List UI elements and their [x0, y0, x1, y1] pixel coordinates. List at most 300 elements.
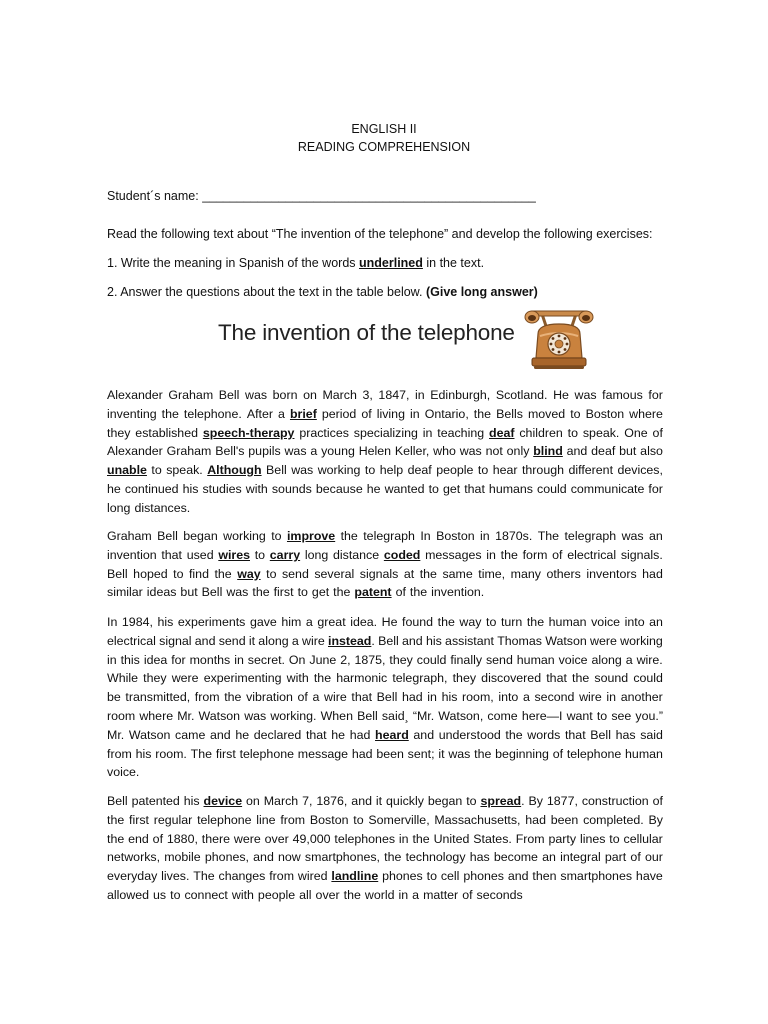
word: a [305, 615, 313, 629]
word: had [401, 690, 423, 705]
word: continued [124, 481, 179, 496]
word: first [215, 746, 236, 761]
word: a [278, 406, 285, 421]
paragraph-line [107, 792, 663, 811]
word: was [291, 463, 314, 478]
word [107, 461, 147, 480]
word: he [107, 481, 121, 496]
word: said [640, 727, 663, 742]
word: telephone [239, 746, 294, 761]
word: could [416, 652, 447, 667]
word: telegraph [564, 529, 617, 543]
word: 2, [340, 652, 351, 667]
word: also [640, 444, 663, 459]
word: 49,000 [292, 831, 331, 846]
word: Alexander [107, 444, 163, 459]
word: an [649, 615, 663, 629]
word: then [532, 869, 557, 884]
paragraph-line [107, 613, 663, 632]
word: send [485, 652, 513, 667]
word: was [245, 388, 268, 402]
word: signal [159, 633, 192, 648]
word: 1880, [166, 831, 198, 846]
word: Bell [218, 388, 240, 402]
word: moved [527, 406, 566, 421]
student-name-field: Student´s name: ________________________________________________ [107, 189, 536, 203]
word: Graham [168, 388, 214, 402]
word: have [635, 869, 663, 884]
word: One [624, 425, 648, 440]
word: different [568, 463, 614, 478]
word: in [410, 406, 420, 421]
word: discovered [481, 671, 542, 686]
word: Scotland. [495, 388, 548, 402]
word: human [516, 652, 555, 667]
word: 1875, [354, 652, 386, 667]
word: into [624, 615, 645, 629]
word: were [233, 831, 261, 846]
word: for [171, 652, 186, 667]
word: The [193, 869, 215, 884]
word: Watson [545, 633, 587, 648]
word: the [224, 690, 242, 705]
word: used [186, 547, 214, 562]
instruction-item-1 [107, 256, 484, 270]
word: the [409, 585, 428, 600]
word: in [422, 425, 433, 440]
paragraph-line [107, 669, 663, 688]
word: In [420, 529, 431, 543]
word: studies [202, 481, 242, 496]
word: the [214, 566, 232, 581]
word: in [427, 690, 437, 705]
word: in [234, 652, 244, 667]
word: speak. [166, 463, 203, 478]
word: only [506, 444, 530, 459]
word: and [507, 869, 529, 884]
word: patented [131, 794, 180, 808]
word: a [312, 690, 320, 705]
word: it [248, 633, 256, 648]
word: pupils [248, 444, 281, 459]
word: He [553, 388, 569, 402]
word: and [351, 794, 372, 808]
word: people [257, 887, 296, 902]
word [533, 442, 563, 461]
word: March [322, 388, 357, 402]
word: his [425, 633, 442, 648]
word: a [291, 633, 299, 648]
word: he [331, 727, 346, 742]
word: the [333, 585, 351, 600]
word: several [314, 566, 355, 581]
word: Bell [378, 633, 399, 648]
paragraph-line [107, 546, 663, 565]
word: assistant [445, 633, 494, 648]
word: Bell [357, 708, 378, 723]
instruction-1-text-end: in the text. [422, 256, 485, 270]
word: form [522, 547, 548, 562]
paragraph-line [107, 632, 663, 651]
word: smartphones, [304, 850, 380, 865]
word: was [459, 444, 482, 459]
word: working [620, 633, 663, 648]
word: phones [463, 869, 504, 884]
word: an [542, 850, 556, 865]
word: that [564, 727, 586, 742]
word: hear [492, 463, 518, 478]
word: seconds [476, 887, 523, 902]
word: in [398, 887, 409, 902]
word: gave [249, 615, 277, 629]
word: and [194, 633, 216, 648]
word: to [364, 463, 376, 478]
word: began [427, 794, 463, 808]
word: others [546, 566, 581, 581]
word: wire. [636, 652, 663, 667]
word: June [309, 652, 337, 667]
word: born [272, 388, 298, 402]
word: been [376, 746, 404, 761]
word: over [315, 887, 340, 902]
underlined-vocabulary-word: Although [207, 463, 262, 478]
word: 1984, [121, 615, 153, 629]
word: distance [332, 547, 380, 562]
underlined-vocabulary-word: coded [383, 547, 421, 562]
word: has [469, 850, 490, 865]
word: a [522, 690, 530, 705]
word: over [264, 831, 289, 846]
word: wired [297, 869, 328, 884]
word: telephone [566, 746, 622, 761]
word: here—I [521, 708, 563, 723]
word: Boston [436, 529, 475, 543]
worksheet-subject: READING COMPREHENSION [297, 140, 471, 154]
word: has [615, 727, 636, 742]
word: not [485, 444, 503, 459]
word: practices [299, 425, 349, 440]
word: a [412, 887, 420, 902]
paragraph-line [107, 886, 663, 905]
word: the [473, 406, 492, 421]
word: could [633, 671, 663, 686]
word: Bell [201, 585, 223, 600]
word: United [433, 831, 470, 846]
word: living [376, 406, 405, 421]
word: wire [302, 633, 325, 648]
word: the [313, 671, 332, 686]
word: to [570, 406, 581, 421]
underlined-vocabulary-word: deaf [489, 425, 515, 440]
word [290, 405, 317, 424]
word: children [519, 425, 563, 440]
paragraph-line [107, 565, 663, 584]
word: to [609, 831, 620, 846]
paragraph-line [107, 442, 663, 461]
paragraph-line [107, 848, 663, 867]
word: March [263, 794, 299, 808]
paragraph-line [107, 688, 663, 707]
word: second [534, 690, 575, 705]
word: of [552, 547, 563, 562]
word: cellular [623, 831, 663, 846]
word: the [107, 831, 125, 846]
underlined-vocabulary-word: instead [328, 633, 372, 648]
paragraph-line [107, 830, 663, 849]
word: people [436, 463, 474, 478]
word: all [299, 887, 312, 902]
word: the [526, 615, 545, 629]
word: was [574, 388, 597, 402]
word: in [398, 831, 409, 846]
word: where [629, 406, 663, 421]
word: turn [500, 615, 523, 629]
word: Graham [166, 444, 212, 459]
word: and [402, 633, 423, 648]
underlined-vocabulary-word: patent [354, 585, 392, 600]
word: “Mr. [412, 708, 435, 723]
word: vibration [246, 690, 293, 705]
word: room [107, 708, 136, 723]
word: phones, [204, 850, 249, 865]
word: 1876, [316, 794, 348, 808]
word: working. [270, 708, 317, 723]
paragraph-line [107, 867, 663, 886]
instruction-2-text: 2. Answer the questions about the text in the table below. [107, 285, 426, 299]
word: Boston [585, 406, 625, 421]
word: Alexander [107, 388, 163, 402]
word: Watson [198, 708, 241, 723]
word: the [500, 547, 518, 562]
word: long [304, 547, 329, 562]
word: to [266, 566, 277, 581]
word: to [428, 481, 439, 496]
word: of [552, 746, 564, 761]
word: Bell [376, 690, 398, 705]
word: On [288, 652, 306, 667]
word: wanted [384, 481, 425, 496]
word: allowed [107, 887, 150, 902]
word: electrical [567, 547, 617, 562]
word: been [550, 812, 579, 827]
word: many [510, 566, 541, 581]
word: wire [579, 690, 602, 705]
word: a [310, 444, 318, 459]
word: with [245, 481, 268, 496]
word: distances. [134, 500, 191, 515]
word: After [246, 406, 273, 421]
word: to [477, 463, 489, 478]
word: was [448, 746, 471, 761]
word: they [389, 652, 413, 667]
word: words [527, 727, 561, 742]
word: who [433, 444, 456, 459]
paragraph-line [107, 424, 663, 443]
word: of [652, 794, 663, 808]
word: inventing [107, 406, 157, 421]
word: the [343, 887, 361, 902]
word: it [375, 794, 383, 808]
word: From [515, 831, 545, 846]
word: Bell [266, 463, 287, 478]
underlined-vocabulary-word: device [203, 794, 243, 808]
word [207, 461, 261, 480]
word: Thomas [497, 633, 542, 648]
word [204, 792, 243, 811]
word: transmitted, [125, 690, 191, 705]
word [331, 867, 378, 886]
word: inventors [586, 566, 637, 581]
word: for [648, 481, 663, 496]
paragraph-line [107, 726, 663, 745]
word: come [487, 708, 518, 723]
word: send [281, 566, 309, 581]
word: his [157, 615, 174, 629]
word: 3, [362, 388, 373, 402]
underlined-vocabulary-word: improve [286, 529, 336, 543]
word: When [320, 708, 353, 723]
instruction-1-text: 1. Write the meaning in Spanish of the words [107, 256, 359, 270]
word: and [413, 727, 435, 742]
word: through [521, 463, 564, 478]
word: because [315, 481, 363, 496]
word: Somerville, [368, 812, 430, 827]
word: instead. [328, 633, 375, 648]
paragraph-line [107, 405, 663, 424]
word: now [278, 850, 301, 865]
word: hoped [133, 566, 168, 581]
word: smartphones [560, 869, 633, 884]
paragraph-line [107, 745, 663, 764]
underlined-vocabulary-word: way [237, 566, 261, 581]
word: want [566, 708, 593, 723]
word: working [317, 463, 361, 478]
word: they [452, 671, 477, 686]
word: While [107, 671, 138, 686]
word: you.” [635, 708, 663, 723]
word: time, [478, 566, 506, 581]
word: room, [462, 690, 494, 705]
word: the [384, 850, 402, 865]
word: established [135, 425, 198, 440]
word: room. [155, 746, 187, 761]
word: the [474, 746, 492, 761]
word: the [505, 727, 523, 742]
word: began [183, 529, 218, 543]
worksheet-header [0, 120, 768, 156]
word: devices, [617, 463, 663, 478]
word: By [528, 794, 543, 808]
word: networks, [107, 850, 161, 865]
word: were [590, 633, 617, 648]
word: signals. [620, 547, 663, 562]
word: integral [560, 850, 601, 865]
word: in [415, 388, 425, 402]
word: telegraph [363, 529, 415, 543]
word: help [379, 463, 404, 478]
word: harmonic [336, 671, 388, 686]
word: to [466, 794, 477, 808]
paragraph-line [107, 651, 663, 670]
word: of [462, 887, 473, 902]
word: voice [591, 615, 621, 629]
instruction-1-keyword: underlined [359, 256, 423, 270]
word: phones [382, 869, 423, 884]
word: The [190, 746, 213, 761]
word: experimenting [203, 671, 282, 686]
word: from [280, 812, 306, 827]
word: from [107, 746, 132, 761]
word: along [591, 652, 622, 667]
word: understood [438, 727, 501, 742]
word: sound [594, 671, 629, 686]
word: Ontario, [424, 406, 469, 421]
paragraph-line [107, 386, 663, 405]
word: Graham [107, 529, 152, 543]
paragraph-line [107, 583, 663, 602]
word: communicate [570, 481, 645, 496]
word: completed. [583, 812, 644, 827]
word: from [269, 869, 295, 884]
word: to [254, 547, 266, 562]
word: he [235, 727, 250, 742]
word: line [256, 812, 276, 827]
word: send [218, 633, 246, 648]
word: in [606, 690, 617, 705]
word: the [419, 566, 437, 581]
word: had [642, 566, 663, 581]
instruction-item-2 [107, 285, 538, 299]
word: his [441, 690, 458, 705]
word: to [353, 812, 364, 827]
word [287, 527, 335, 546]
word: his [183, 794, 200, 808]
word: same [442, 566, 473, 581]
word: beginning [495, 746, 549, 761]
paragraph-line [107, 763, 663, 782]
word: that [161, 547, 182, 562]
word: In [107, 615, 118, 629]
word: the [340, 529, 358, 543]
word: period [321, 406, 357, 421]
word: to [271, 529, 282, 543]
word: lives. [161, 869, 190, 884]
word: mobile [164, 850, 201, 865]
word: and [566, 444, 588, 459]
word: The [537, 529, 560, 543]
word: He [381, 615, 398, 629]
word [354, 583, 391, 602]
word: the [161, 406, 179, 421]
word: telephone [197, 812, 252, 827]
word: sent; [407, 746, 435, 761]
word [375, 726, 409, 745]
word: declared [253, 727, 302, 742]
word: Bell's [215, 444, 245, 459]
underlined-vocabulary-word: unable [107, 463, 147, 478]
word: see [611, 708, 632, 723]
word: similar [107, 585, 143, 600]
underlined-vocabulary-word: wires [218, 547, 250, 562]
word: found [402, 615, 434, 629]
word: Boston [309, 812, 349, 827]
word: Watson [128, 727, 171, 742]
word: he [366, 481, 381, 496]
word: the [437, 615, 455, 629]
word: Edinburgh, [430, 388, 491, 402]
word: cell [440, 869, 460, 884]
course-name: ENGLISH II [351, 122, 417, 136]
